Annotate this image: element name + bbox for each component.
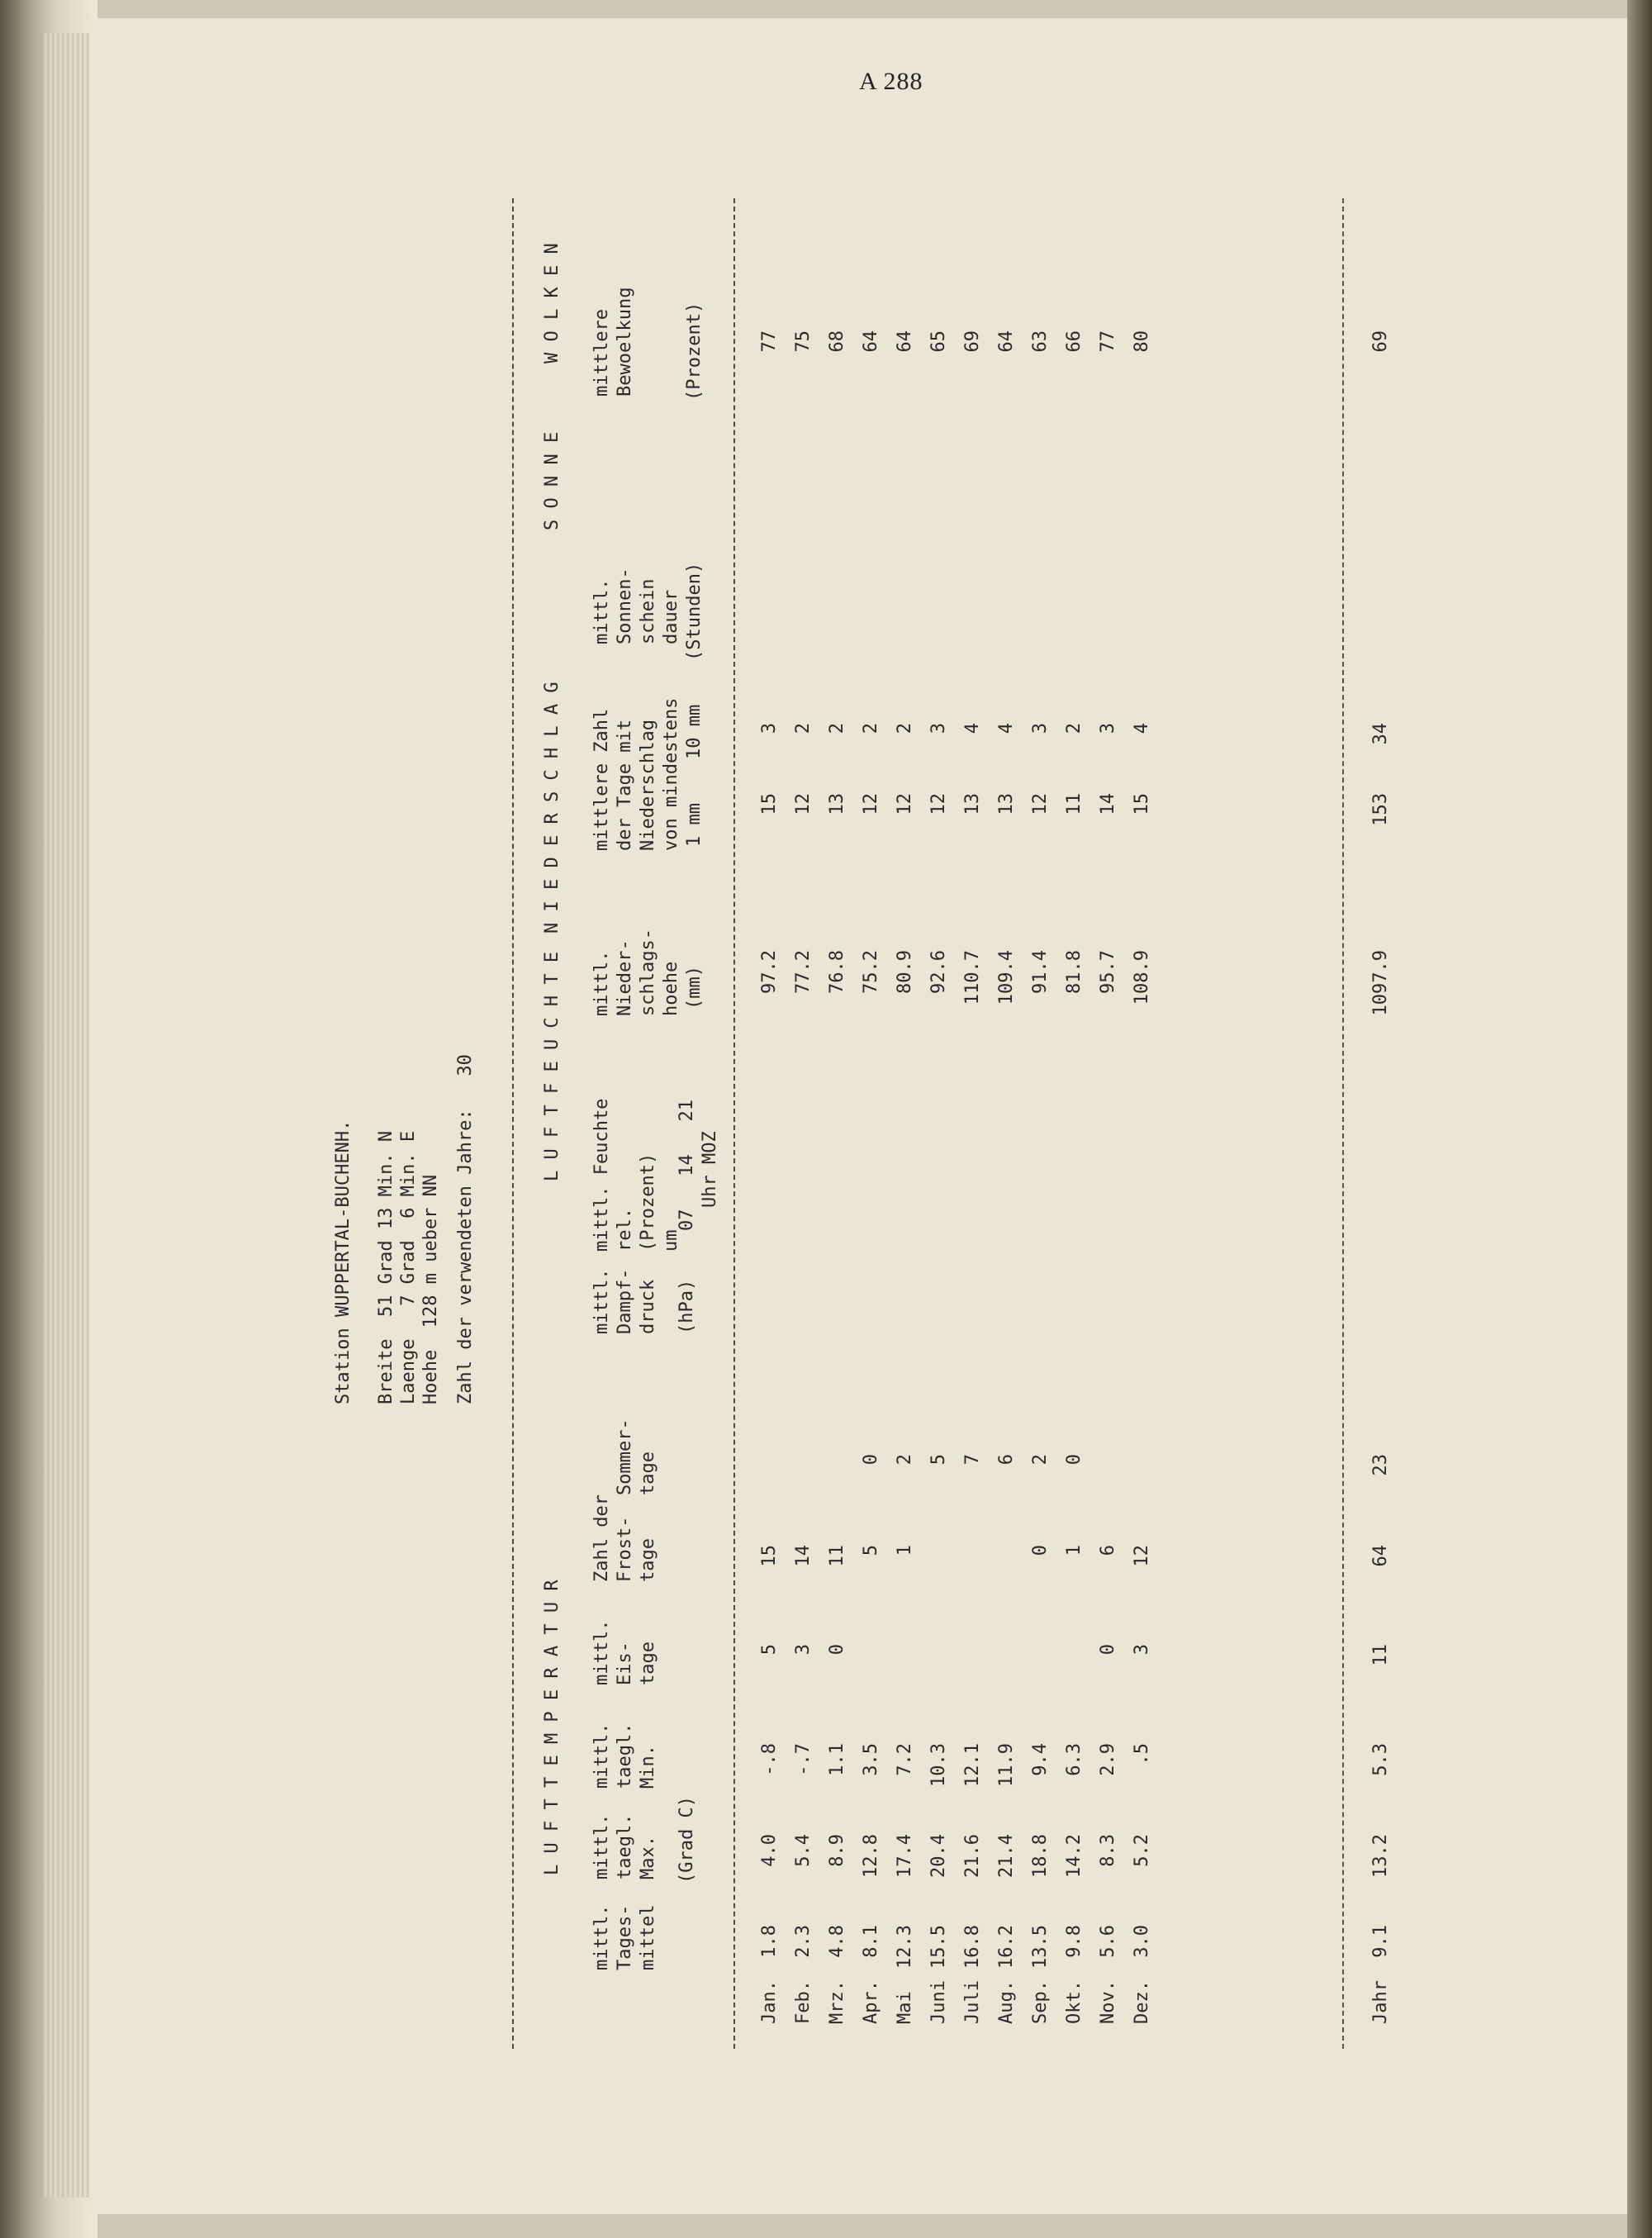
- row-2-n1: 12: [793, 793, 814, 815]
- row-year-min: 5.3: [1370, 1743, 1391, 1776]
- row-8-n1: 13: [996, 793, 1017, 815]
- page-number: A 288: [859, 68, 923, 95]
- row-12-month: Dez.: [1132, 1980, 1152, 2024]
- row-10-month: Okt.: [1064, 1980, 1085, 2024]
- row-7-wolken: 69: [962, 330, 983, 353]
- row-8-min: 11.9: [996, 1743, 1017, 1787]
- row-5-n1: 12: [895, 793, 915, 815]
- row-5-month: Mai: [895, 1991, 915, 2024]
- row-9-month: Sep.: [1030, 1980, 1051, 2024]
- row-1-mittel: 1.8: [759, 1925, 780, 1958]
- row-12-frost: 12: [1132, 1545, 1152, 1567]
- row-5-nied: 80.9: [895, 950, 915, 994]
- row-10-wolken: 66: [1064, 330, 1085, 353]
- row-12-nied: 108.9: [1132, 950, 1152, 1005]
- row-9-n10: 3: [1030, 723, 1051, 734]
- row-9-max: 18.8: [1030, 1834, 1051, 1878]
- header-sonnenschein: mittl. Sonnen- schein dauer: [591, 568, 681, 644]
- row-8-sommer: 6: [996, 1454, 1017, 1466]
- row-7-nied: 110.7: [962, 950, 983, 1005]
- row-year-max: 13.2: [1370, 1834, 1391, 1878]
- row-2-min: -.7: [793, 1743, 814, 1776]
- header-prozent: (Prozent): [684, 302, 705, 401]
- header-bewoelkung: mittlere Bewoelkung: [591, 287, 635, 397]
- row-5-frost: 1: [895, 1545, 915, 1556]
- row-6-mittel: 15.5: [928, 1925, 949, 1969]
- row-11-min: 2.9: [1098, 1743, 1118, 1776]
- row-1-n10: 3: [759, 723, 780, 734]
- row-2-nied: 77.2: [793, 950, 814, 994]
- row-11-mittel: 5.6: [1098, 1925, 1118, 1958]
- row-1-frost: 15: [759, 1545, 780, 1567]
- row-4-nied: 75.2: [861, 950, 881, 994]
- row-3-wolken: 68: [827, 330, 847, 353]
- row-1-n1: 15: [759, 793, 780, 815]
- row-7-min: 12.1: [962, 1743, 983, 1787]
- rule-header: [733, 198, 735, 2049]
- row-12-wolken: 80: [1132, 330, 1152, 353]
- row-9-wolken: 63: [1030, 330, 1051, 353]
- row-9-n1: 12: [1030, 793, 1051, 815]
- row-6-n1: 12: [928, 793, 949, 815]
- header-frosttage: Zahl der Frost- tage: [591, 1494, 658, 1582]
- row-12-n10: 4: [1132, 723, 1152, 734]
- row-5-wolken: 64: [895, 330, 915, 353]
- row-year-frost: 64: [1370, 1545, 1391, 1567]
- header-sommertage: Sommer- tage: [615, 1418, 658, 1495]
- row-4-frost: 5: [861, 1545, 881, 1556]
- row-year-wolken: 69: [1370, 330, 1391, 353]
- row-10-frost: 1: [1064, 1545, 1085, 1556]
- header-max: mittl. taegl. Max.: [591, 1813, 658, 1879]
- header-mm1-10: 1 mm 10 mm: [684, 704, 705, 847]
- row-4-mittel: 8.1: [861, 1925, 881, 1958]
- row-5-mittel: 12.3: [895, 1925, 915, 1969]
- rule-top: [512, 198, 514, 2049]
- row-6-max: 20.4: [928, 1834, 949, 1878]
- row-9-frost: 0: [1030, 1545, 1051, 1556]
- row-7-n10: 4: [962, 723, 983, 734]
- header-tage-mit: mittlere Zahl der Tage mit Niederschlag von mindestens: [591, 697, 681, 851]
- row-10-min: 6.3: [1064, 1743, 1085, 1776]
- row-11-wolken: 77: [1098, 330, 1118, 353]
- row-6-nied: 92.6: [928, 950, 949, 994]
- row-8-wolken: 64: [996, 330, 1017, 353]
- row-6-n10: 3: [928, 723, 949, 734]
- header-niederschlagshoehe: mittl. Nieder- schlags- hoehe: [591, 929, 681, 1016]
- row-3-min: 1.1: [827, 1743, 847, 1776]
- row-9-mittel: 13.5: [1030, 1925, 1051, 1969]
- header-stunden: (Stunden): [684, 562, 705, 661]
- row-year-n10: 34: [1370, 723, 1391, 745]
- row-7-mittel: 16.8: [962, 1925, 983, 1969]
- row-year-nied: 1097.9: [1370, 950, 1391, 1016]
- row-5-sommer: 2: [895, 1454, 915, 1466]
- row-12-max: 5.2: [1132, 1834, 1152, 1867]
- row-3-n10: 2: [827, 723, 847, 734]
- header-grad: (Grad C): [676, 1796, 697, 1884]
- header-uhr: Uhr MOZ: [700, 1131, 720, 1208]
- row-11-month: Nov.: [1098, 1980, 1118, 2024]
- group-sonne: S O N N E: [542, 431, 563, 530]
- row-3-max: 8.9: [827, 1834, 847, 1867]
- row-4-min: 3.5: [861, 1743, 881, 1776]
- row-9-min: 9.4: [1030, 1743, 1051, 1776]
- row-3-eis: 0: [827, 1644, 847, 1656]
- row-year-mittel: 9.1: [1370, 1925, 1391, 1958]
- row-3-nied: 76.8: [827, 950, 847, 994]
- row-8-month: Aug.: [996, 1980, 1017, 2024]
- row-1-nied: 97.2: [759, 950, 780, 994]
- row-year-n1: 153: [1370, 793, 1391, 826]
- row-8-max: 21.4: [996, 1834, 1017, 1878]
- row-10-n1: 11: [1064, 793, 1085, 815]
- row-11-eis: 0: [1098, 1644, 1118, 1656]
- station-breite: Breite 51 Grad 13 Min. N: [376, 1130, 396, 1404]
- row-12-min: .5: [1132, 1743, 1152, 1765]
- row-2-mittel: 2.3: [793, 1925, 814, 1958]
- header-dampfdruck: mittl. Dampf- druck: [591, 1268, 658, 1334]
- header-hpa: (hPa): [676, 1279, 697, 1334]
- row-9-sommer: 2: [1030, 1454, 1051, 1466]
- scanner-edge: [1627, 0, 1652, 2238]
- station-hoehe: Hoehe 128 m ueber NN: [420, 1174, 441, 1404]
- row-7-month: Juli: [962, 1980, 983, 2024]
- station-title: Station WUPPERTAL-BUCHENH.: [333, 1119, 354, 1404]
- row-10-nied: 81.8: [1064, 950, 1085, 994]
- row-1-max: 4.0: [759, 1834, 780, 1867]
- row-year-eis: 11: [1370, 1644, 1391, 1666]
- header-tagesmittel: mittl. Tages- mittel: [591, 1904, 658, 1970]
- rule-bottom: [1342, 198, 1344, 2049]
- row-2-month: Feb.: [793, 1980, 814, 2024]
- row-2-max: 5.4: [793, 1834, 814, 1867]
- row-12-eis: 3: [1132, 1644, 1152, 1656]
- row-11-frost: 6: [1098, 1545, 1118, 1556]
- row-5-min: 7.2: [895, 1743, 915, 1776]
- row-11-n10: 3: [1098, 723, 1118, 734]
- row-6-month: Juni: [928, 1980, 949, 2024]
- row-12-n1: 15: [1132, 793, 1152, 815]
- row-2-wolken: 75: [793, 330, 814, 353]
- row-4-n10: 2: [861, 723, 881, 734]
- row-10-n10: 2: [1064, 723, 1085, 734]
- row-5-max: 17.4: [895, 1834, 915, 1878]
- row-10-max: 14.2: [1064, 1834, 1085, 1878]
- station-jahre: Zahl der verwendeten Jahre: 30: [455, 1054, 476, 1404]
- row-4-month: Apr.: [861, 1980, 881, 2024]
- row-1-eis: 5: [759, 1644, 780, 1656]
- row-2-frost: 14: [793, 1545, 814, 1567]
- row-1-wolken: 77: [759, 330, 780, 353]
- row-year-month: Jahr: [1370, 1980, 1391, 2024]
- row-6-sommer: 5: [928, 1454, 949, 1466]
- row-5-n10: 2: [895, 723, 915, 734]
- header-mm: (mm): [684, 966, 705, 1010]
- row-6-wolken: 65: [928, 330, 949, 353]
- row-7-sommer: 7: [962, 1454, 983, 1466]
- row-3-mittel: 4.8: [827, 1925, 847, 1958]
- header-feuchte: mittl. Feuchte rel. (Prozent) um: [591, 1098, 681, 1252]
- header-eistage: mittl. Eis- tage: [591, 1619, 658, 1685]
- row-8-mittel: 16.2: [996, 1925, 1017, 1969]
- row-1-month: Jan.: [759, 1980, 780, 2024]
- group-lufttemperatur: L U F T T E M P E R A T U R: [542, 1580, 563, 1875]
- row-year-sommer: 23: [1370, 1454, 1391, 1476]
- row-12-mittel: 3.0: [1132, 1925, 1152, 1958]
- row-2-eis: 3: [793, 1644, 814, 1656]
- row-4-n1: 12: [861, 793, 881, 815]
- row-3-n1: 13: [827, 793, 847, 815]
- group-wolken: W O L K E N: [542, 243, 563, 363]
- station-laenge: Laenge 7 Grad 6 Min. E: [398, 1130, 419, 1404]
- header-hours: 07 14 21: [676, 1100, 697, 1231]
- row-3-frost: 11: [827, 1545, 847, 1567]
- group-luftfeuchte: L U F T F E U C H T E: [542, 951, 563, 1181]
- climate-table-sheet: [322, 149, 1429, 2049]
- row-4-max: 12.8: [861, 1834, 881, 1878]
- row-6-min: 10.3: [928, 1743, 949, 1787]
- row-8-nied: 109.4: [996, 950, 1017, 1005]
- group-niederschlag: N I E D E R S C H L A G: [542, 682, 563, 934]
- header-min: mittl. taegl. Min.: [591, 1722, 658, 1789]
- row-7-n1: 13: [962, 793, 983, 815]
- row-4-wolken: 64: [861, 330, 881, 353]
- row-8-n10: 4: [996, 723, 1017, 734]
- row-11-nied: 95.7: [1098, 950, 1118, 994]
- page-stack-edge: [43, 33, 93, 2198]
- row-3-month: Mrz.: [827, 1980, 847, 2024]
- row-11-max: 8.3: [1098, 1834, 1118, 1867]
- row-7-max: 21.6: [962, 1834, 983, 1878]
- row-2-n10: 2: [793, 723, 814, 734]
- row-9-nied: 91.4: [1030, 950, 1051, 994]
- row-10-mittel: 9.8: [1064, 1925, 1085, 1958]
- row-1-min: -.8: [759, 1743, 780, 1776]
- row-4-sommer: 0: [861, 1454, 881, 1466]
- row-11-n1: 14: [1098, 793, 1118, 815]
- row-10-sommer: 0: [1064, 1454, 1085, 1466]
